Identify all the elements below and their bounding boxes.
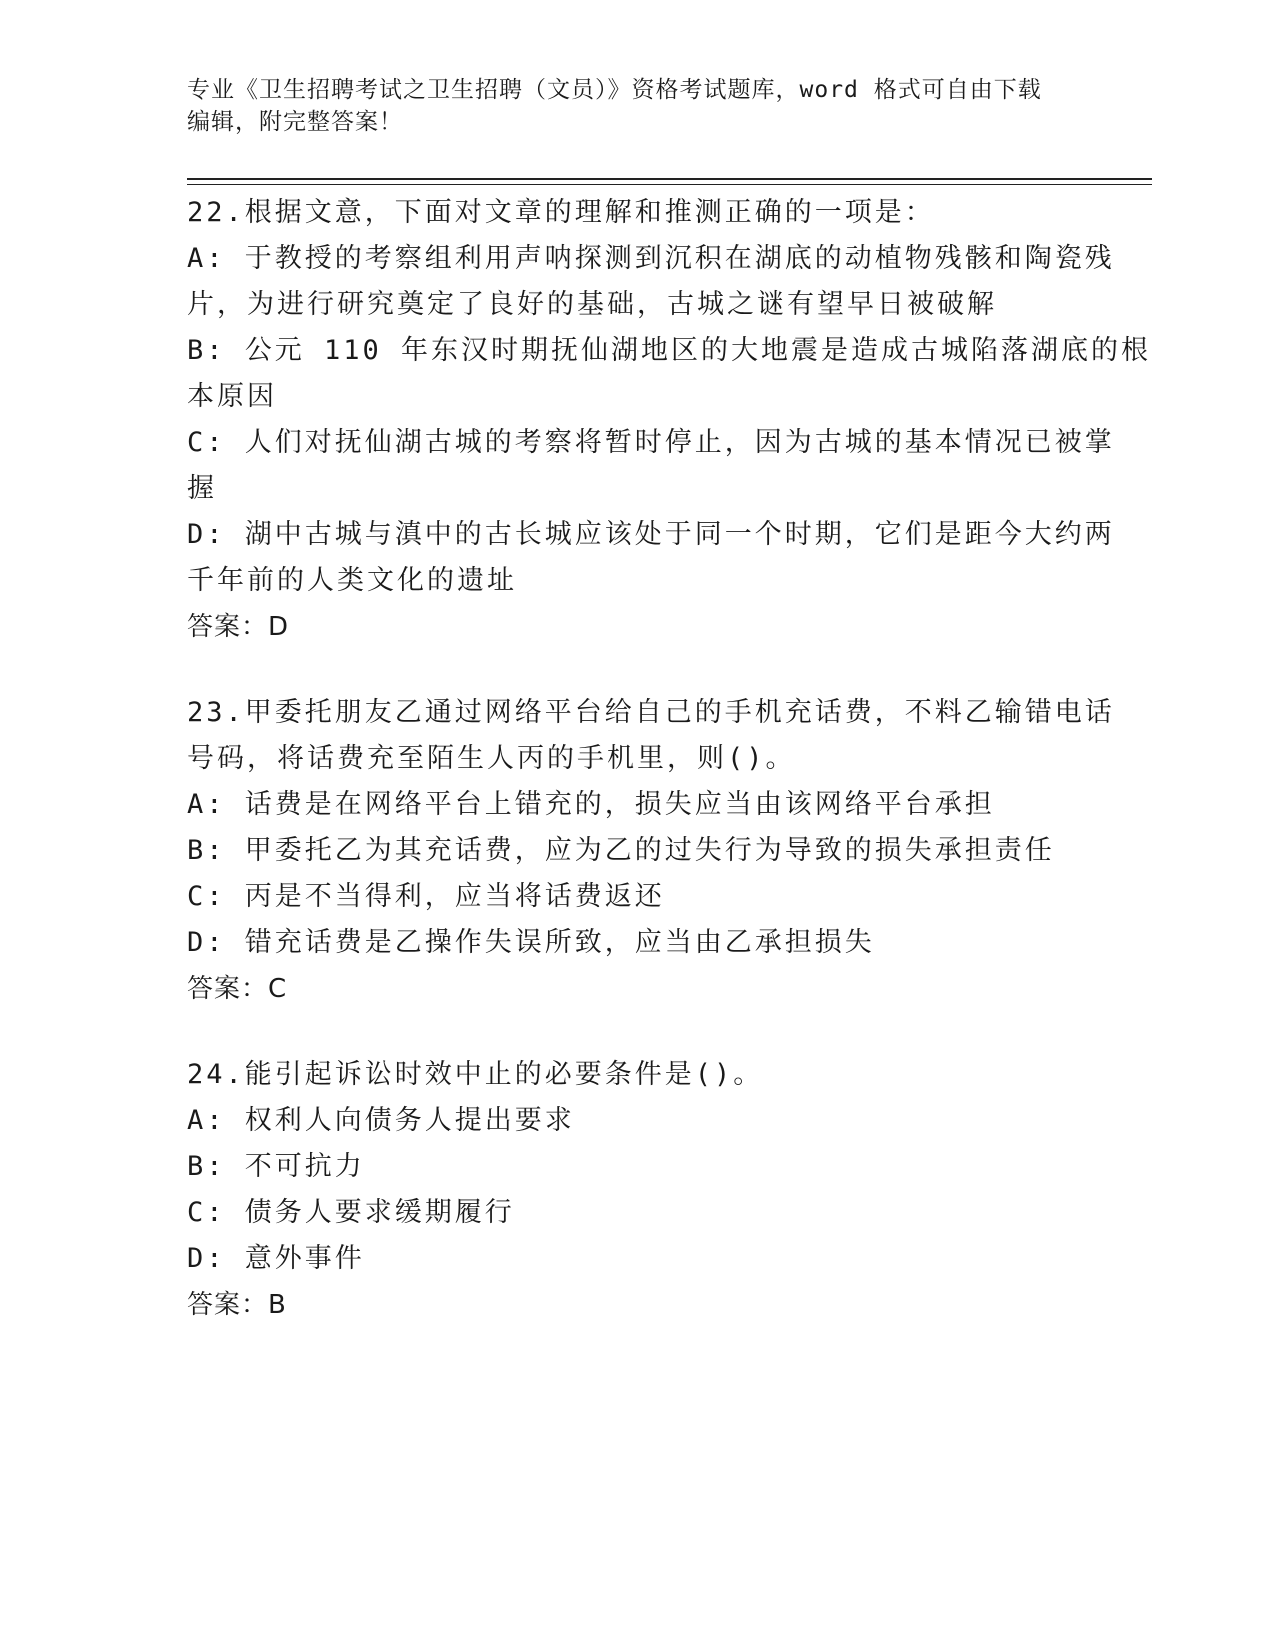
header-divider-thick [187, 178, 1152, 180]
option-c-cont: 握 [187, 473, 217, 504]
answer-label: 答案：B [187, 1290, 287, 1320]
option-a-cont: 片，为进行研究奠定了良好的基础，古城之谜有望早日被破解 [187, 289, 997, 320]
header-line-1: 专业《卫生招聘考试之卫生招聘（文员）》资格考试题库，word 格式可自由下载 [187, 77, 1042, 103]
option-c: C: 人们对抚仙湖古城的考察将暂时停止，因为古城的基本情况已被掌 [187, 427, 1115, 458]
option-d: D: 湖中古城与滇中的古长城应该处于同一个时期，它们是距今大约两 [187, 519, 1115, 550]
option-a: A: 于教授的考察组利用声呐探测到沉积在湖底的动植物残骸和陶瓷残 [187, 243, 1115, 274]
question-stem: 22.根据文意，下面对文章的理解和推测正确的一项是： [187, 197, 935, 228]
option-d: D: 错充话费是乙操作失误所致，应当由乙承担损失 [187, 927, 875, 958]
question-stem: 24.能引起诉讼时效中止的必要条件是()。 [187, 1059, 764, 1090]
question-23 [187, 690, 1115, 1012]
option-b: B: 甲委托乙为其充话费，应为乙的过失行为导致的损失承担责任 [187, 835, 1055, 866]
option-c: C: 债务人要求缓期履行 [187, 1197, 515, 1228]
question-stem: 23.甲委托朋友乙通过网络平台给自己的手机充话费，不料乙输错电话 [187, 697, 1115, 728]
question-24 [187, 1052, 1087, 1328]
option-d-cont: 千年前的人类文化的遗址 [187, 565, 517, 596]
question-22 [187, 190, 1152, 650]
header-line-2: 编辑，附完整答案！ [187, 109, 403, 135]
option-b: B: 不可抗力 [187, 1151, 365, 1182]
option-a: A: 话费是在网络平台上错充的，损失应当由该网络平台承担 [187, 789, 995, 820]
option-d: D: 意外事件 [187, 1243, 365, 1274]
option-b-cont: 本原因 [187, 381, 277, 412]
question-list [187, 190, 1152, 1368]
answer-label: 答案：D [187, 612, 290, 642]
option-c: C: 丙是不当得利，应当将话费返还 [187, 881, 665, 912]
option-b: B: 公元 110 年东汉时期抚仙湖地区的大地震是造成古城陷落湖底的根 [187, 335, 1152, 366]
answer-label: 答案：C [187, 974, 288, 1004]
question-stem-cont: 号码，将话费充至陌生人丙的手机里，则()。 [187, 743, 796, 774]
header-divider-thin [187, 184, 1152, 185]
page-header [187, 74, 1067, 138]
option-a: A: 权利人向债务人提出要求 [187, 1105, 575, 1136]
